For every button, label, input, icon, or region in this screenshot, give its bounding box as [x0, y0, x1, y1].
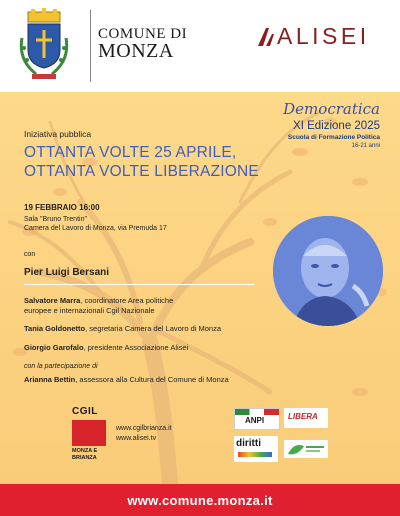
cgil-sub-line2: BRIANZA: [72, 455, 97, 461]
event-title: [24, 143, 259, 181]
participation-row: [24, 375, 229, 384]
cgil-logo-subtitle: [72, 448, 97, 462]
links: [116, 424, 172, 444]
main-speaker: Pier Luigi Bersani: [24, 267, 110, 278]
header: [0, 0, 400, 92]
cgil-sub-line1: MONZA E: [72, 448, 98, 454]
school-subtitle: Scuola di Formazione Politica: [287, 134, 380, 141]
venue-line1: Sala "Bruno Trentin": [24, 216, 87, 223]
link-alisei[interactable]: www.alisei.tv: [116, 435, 157, 442]
event-venue: [24, 215, 167, 233]
speaker-portrait-image: [273, 216, 383, 326]
panelist-name: Giorgio Garofalo: [24, 343, 84, 352]
panelist-role: , segretaria Camera del Lavoro di Monza: [85, 324, 222, 333]
panelist-name: Tania Goldonetto: [24, 324, 86, 333]
panelist-row: [24, 324, 221, 334]
participation-role: , assessora alla Cultura del Comune di Monza: [75, 375, 229, 384]
diritti-logo: [234, 436, 278, 462]
footer-url[interactable]: www.comune.monza.it: [127, 493, 273, 508]
school-edition: XI Edizione 2025: [293, 120, 380, 132]
school-name: Democratica: [283, 100, 380, 118]
panelist-row: [24, 343, 188, 353]
comune-title-line2: MONZA: [98, 40, 174, 62]
participation-name: Arianna Bettin: [24, 375, 76, 384]
comune-title-line1: COMUNE DI: [98, 26, 188, 42]
anpi-logo-text: ANPI: [245, 416, 265, 425]
footer: [0, 484, 400, 516]
diritti-stripe-icon: [238, 452, 272, 457]
speaker-divider: [24, 284, 254, 285]
diritti-logo-text: diritti: [236, 438, 261, 449]
with-label: con: [24, 251, 36, 258]
panelist-role-line2: europee e internazionali Cgil Nazionale: [24, 306, 155, 315]
monza-crest-icon: [18, 8, 70, 84]
event-title-line2: OTTANTA VOLTE LIBERAZIONE: [24, 163, 259, 180]
anpi-logo: [234, 408, 280, 430]
libera-logo: [284, 408, 328, 428]
event-title-line1: OTTANTA VOLTE 25 APRILE,: [24, 144, 237, 161]
school-ages: 16-21 anni: [351, 143, 380, 149]
cgil-logo-icon: [72, 420, 106, 446]
libera-logo-text: LIBERA: [288, 412, 318, 421]
event-type: Iniziativa pubblica: [24, 129, 92, 139]
speaker-portrait: [273, 216, 383, 326]
event-date: 19 FEBBRAIO 16:00: [24, 203, 100, 212]
panelist-row: [24, 296, 173, 316]
alisei-logo-text: ALISEI: [277, 23, 370, 49]
panelist-role: , presidente Associazione Alisei: [83, 343, 189, 352]
poster-body: [0, 92, 400, 484]
leaf-icon: [284, 440, 328, 458]
green-association-logo: [284, 440, 328, 458]
cgil-logo-label: CGIL: [72, 406, 98, 417]
header-divider: [90, 10, 91, 82]
panelist-role: , coordinatore Area politiche: [80, 296, 174, 305]
panelist-name: Salvatore Marra: [24, 296, 81, 305]
link-cgil[interactable]: www.cgilbrianza.it: [116, 425, 172, 432]
flag-stripe-icon: [235, 409, 279, 415]
participation-label: con la partecipazione di: [24, 363, 98, 370]
venue-line2: Camera del Lavoro di Monza, via Premuda 17: [24, 225, 167, 232]
